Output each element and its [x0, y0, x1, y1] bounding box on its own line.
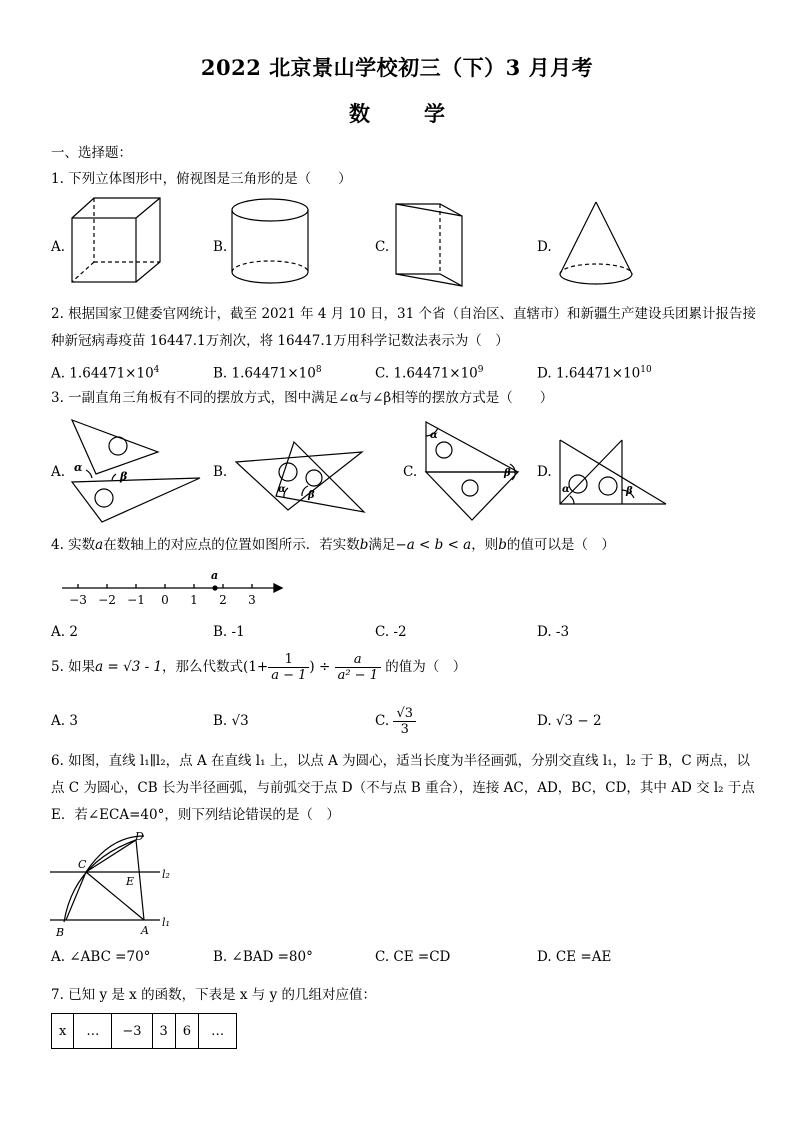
- table-cell: 6: [175, 1014, 198, 1049]
- q5-option-d: D. √3 − 2: [537, 713, 602, 729]
- svg-text:−1: −1: [127, 593, 145, 607]
- svg-text:B: B: [56, 926, 65, 939]
- q1-option-a-label: A.: [51, 239, 66, 255]
- q6-option-c: C. CE =CD: [375, 949, 451, 965]
- triangle-set-a-figure: [66, 416, 206, 526]
- q5-option-a: A. 3: [51, 713, 78, 729]
- table-cell: …: [74, 1014, 112, 1049]
- subject-char-2: 学: [424, 101, 445, 126]
- q6-stem-line2: 点 C 为圆心，CB 长为半径画弧，与前弧交于点 D（不与点 B 重合），连接 AC，AD，BC，CD，其中 AD 交 l₂ 于点: [51, 780, 755, 796]
- svg-text:A: A: [141, 924, 149, 937]
- svg-text:β: β: [308, 490, 315, 501]
- q5-option-b: B. √3: [213, 713, 249, 729]
- svg-text:C: C: [78, 858, 87, 871]
- page-title: 2022 北京景山学校初三（下）3 月月考: [200, 55, 594, 80]
- cone-figure: [556, 198, 636, 294]
- svg-text:2: 2: [219, 593, 227, 607]
- svg-text:l₁: l₁: [162, 916, 170, 929]
- svg-text:β: β: [504, 468, 511, 479]
- q6-stem-line3: E．若∠ECA=40°，则下列结论错误的是（ ）: [51, 807, 340, 823]
- triangle-set-d-figure: [556, 436, 672, 508]
- q4-option-c: C. -2: [375, 624, 407, 640]
- q4-option-d: D. -3: [537, 624, 570, 640]
- q5-option-c: C. $\frac{√3}{3}$: [375, 700, 416, 742]
- cube-figure: [66, 196, 166, 288]
- svg-text:−3: −3: [69, 593, 87, 607]
- q2-option-b: B. $1.64471\times 10^8$: [213, 365, 322, 382]
- q2-stem-line2: 种新冠病毒疫苗 16447.1万剂次，将 16447.1万用科学记数法表示为（ ）: [51, 333, 509, 349]
- svg-text:E: E: [126, 875, 135, 888]
- q3-option-b-label: B.: [213, 464, 228, 480]
- q2-option-c: C. $1.64471\times 10^9$: [375, 365, 484, 382]
- q3-option-c-label: C.: [403, 464, 418, 480]
- geometry-construction-figure: [48, 828, 178, 940]
- prism-figure: [392, 200, 468, 290]
- table-cell: −3: [112, 1014, 152, 1049]
- table-cell: 3: [152, 1014, 175, 1049]
- triangle-set-c-figure: [420, 418, 530, 524]
- svg-text:l₂: l₂: [162, 868, 170, 881]
- q2-option-a: A. $1.64471\times 10^4$: [51, 365, 160, 382]
- svg-text:β: β: [626, 486, 633, 497]
- q4-stem: 4. 实数a在数轴上的对应点的位置如图所示．若实数b满足−a < b < a，则b的值可以是（ ）: [51, 537, 615, 553]
- table-cell: …: [199, 1014, 237, 1049]
- q6-stem-line1: 6. 如图，直线 l₁∥l₂，点 A 在直线 l₁ 上，以点 A 为圆心，适当长度为半径画弧，分别交直线 l₁，l₂ 于 B，C 两点，以: [51, 753, 751, 769]
- number-line-figure: [60, 568, 290, 608]
- q4-option-a: A. 2: [51, 624, 78, 640]
- q3-option-a-label: A.: [51, 464, 66, 480]
- q7-stem: 7. 已知 y 是 x 的函数，下表是 x 与 y 的几组对应值：: [51, 987, 376, 1003]
- q6-option-d: D. CE =AE: [537, 949, 612, 965]
- svg-text:α: α: [430, 430, 438, 441]
- table-cell: x: [52, 1014, 74, 1049]
- q1-option-b-label: B.: [213, 239, 228, 255]
- triangle-set-b-figure: [232, 440, 372, 514]
- table-row: [52, 1014, 237, 1049]
- q5-stem: 5. 如果a = √3 - 1，那么代数式(1+ $\frac{1}{a - 1}$ ) ÷ $\frac{a}{\text{a² − 1}}$ 的值为（ ）: [51, 652, 467, 683]
- subject-title: [0, 98, 794, 128]
- svg-text:D: D: [135, 830, 144, 843]
- q6-option-a: A. ∠ABC =70°: [51, 949, 151, 965]
- svg-text:0: 0: [161, 593, 169, 607]
- cylinder-figure: [228, 196, 312, 288]
- subject-char-1: 数: [349, 101, 370, 126]
- q3-stem: 3. 一副直角三角板有不同的摆放方式，图中满足∠α与∠β相等的摆放方式是（ ）: [51, 390, 554, 406]
- q1-stem: 1. 下列立体图形中，俯视图是三角形的是（ ）: [51, 171, 352, 187]
- svg-text:3: 3: [248, 593, 256, 607]
- svg-text:α: α: [74, 461, 83, 474]
- xy-table: [51, 1013, 237, 1049]
- svg-text:a: a: [211, 569, 219, 582]
- svg-text:β: β: [120, 470, 128, 483]
- q4-option-b: B. -1: [213, 624, 245, 640]
- section-heading: 一、选择题：: [51, 145, 132, 161]
- svg-text:α: α: [278, 484, 286, 495]
- q3-option-d-label: D.: [537, 464, 552, 480]
- svg-text:α: α: [562, 484, 570, 495]
- q2-option-d: D. $1.64471\times 10^{10}$: [537, 365, 652, 382]
- svg-text:1: 1: [190, 593, 198, 607]
- q1-option-d-label: D.: [537, 239, 552, 255]
- q1-option-c-label: C.: [375, 239, 390, 255]
- q2-stem-line1: 2. 根据国家卫健委官网统计，截至 2021 年 4 月 10 日，31 个省（自治区、直辖市）和新疆生产建设兵团累计报告接: [51, 306, 757, 322]
- svg-text:−2: −2: [98, 593, 116, 607]
- q6-option-b: B. ∠BAD =80°: [213, 949, 313, 965]
